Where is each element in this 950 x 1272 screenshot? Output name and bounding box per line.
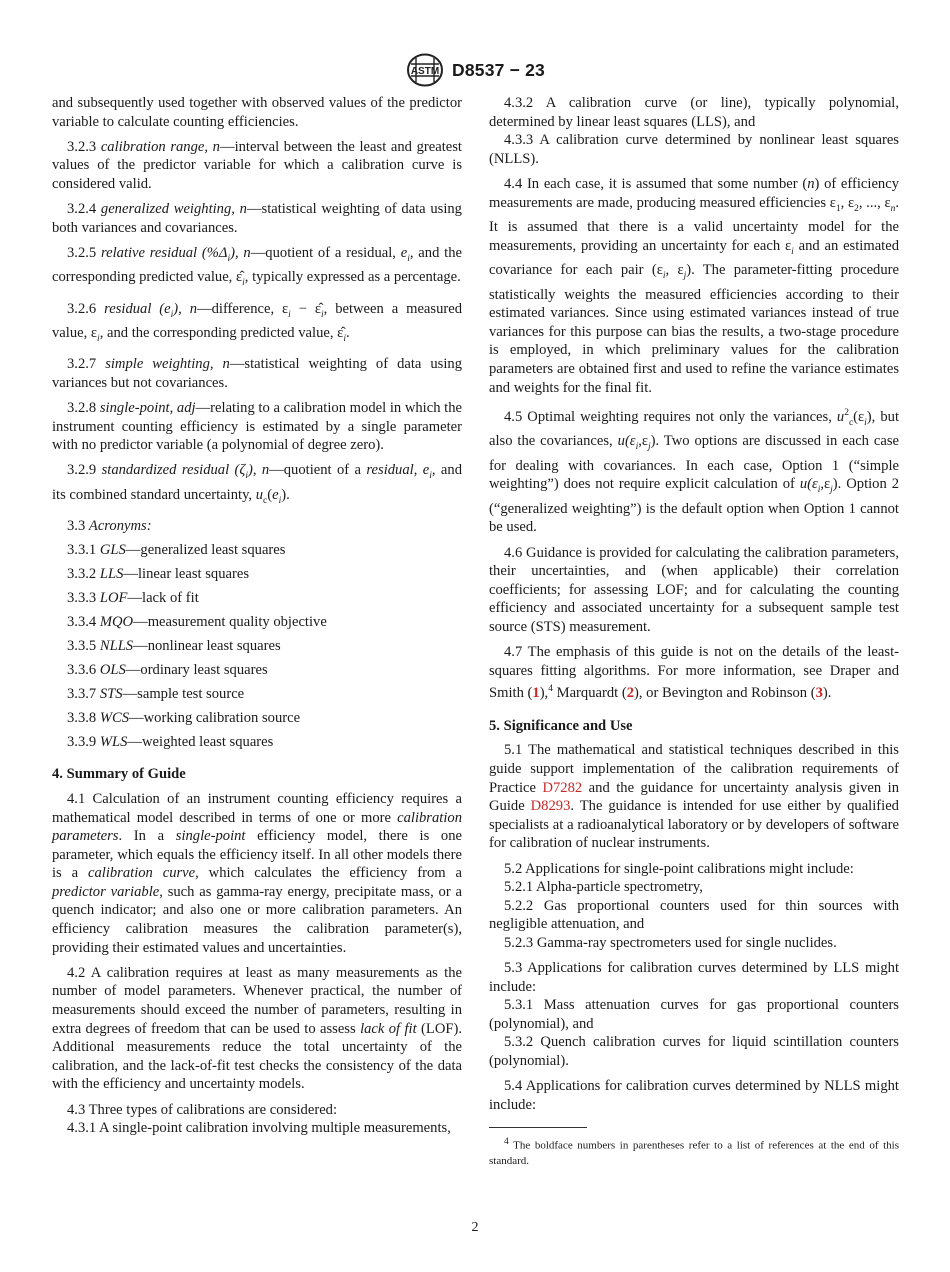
paragraph-5-3: 5.3 Applications for calibration curves determined by LLS might include: bbox=[489, 960, 899, 995]
standard-link-d7282[interactable]: D7282 bbox=[542, 779, 583, 796]
acronym-item: 3.3.4 MQO—measurement quality objective bbox=[67, 613, 327, 630]
paragraph-5-2-3: 5.2.3 Gamma-ray spectrometers used for single nuclides. bbox=[504, 934, 837, 951]
paragraph-5-2-1: 5.2.1 Alpha-particle spectrometry, bbox=[504, 879, 703, 896]
section-heading-5: 5. Significance and Use bbox=[489, 717, 633, 734]
astm-logo-icon bbox=[405, 52, 445, 88]
acronym-item: 3.3.6 OLS—ordinary least squares bbox=[67, 661, 268, 678]
page-header bbox=[0, 52, 950, 88]
paragraph-5-2: 5.2 Applications for single-point calibrations might include: bbox=[504, 860, 854, 877]
paragraph-4-1: 4.1 Calculation of an instrument counting efficiency requires a mathematical model described in terms of one or more calibration parameters. In a single-point efficiency model, there is one parameter, which equals the efficiency itself. In all other models there is a calibration curve, which calculates the efficiency from a predictor variable, such as gamma-ray energy, precipitate mass, or a quench indicator; and also one or more calibration parameters. An efficiency calibration measures the calibration parameter(s), providing their estimated values and uncertainties. bbox=[52, 790, 462, 956]
paragraph-4-3-3: 4.3.3 A calibration curve determined by nonlinear least squares (NLLS). bbox=[489, 132, 899, 167]
acronym-item: 3.3.1 GLS—generalized least squares bbox=[67, 541, 286, 558]
paragraph-5-4: 5.4 Applications for calibration curves determined by NLLS might include: bbox=[489, 1078, 899, 1113]
section-3-3: 3.3 Acronyms: bbox=[67, 517, 152, 534]
paragraph-4-3-2: 4.3.2 A calibration curve (or line), typically polynomial, determined by linear least squares (LLS), and bbox=[489, 95, 899, 130]
page-number: 2 bbox=[471, 1220, 479, 1235]
document-code: D8537 − 23 bbox=[452, 59, 545, 80]
paragraph-4-6: 4.6 Guidance is provided for calculating the calibration parameters, their uncertainties, and (when applicable) their correlation coefficients; for assessing LOF; and for calculating the counting efficiency and associated uncertainty for a subsequent sample test source (STS) measurement. bbox=[489, 544, 899, 635]
paragraph-4-5: 4.5 Optimal weighting requires not only the variances, $u^2_c(\varepsilon_i)$, but also the covariances, $u(\varepsilon_i,\varepsilon_j)$. Two options are discussed in each case for dealing with covariances. In each case, Option 1 (“simple weighting”) does not require explicit calculation of $u(\varepsilon_i,\varepsilon_j)$. Option 2 (“generalized weighting”) is the default option when Option 1 cannot be used. bbox=[489, 407, 900, 536]
definition-3-2-6: 3.2.6 residual $(e_i)$, n—difference, $\varepsilon_i$ − $\varepsilon̂_i$, between a measured value, $\varepsilon_i$, and the corresponding predicted value, $\varepsilon̂_i$. bbox=[52, 300, 463, 344]
footnote: $^4$ The boldface numbers in parentheses refer to a list of references at the end of this standard. bbox=[489, 1137, 899, 1168]
paragraph-5-3-1: 5.3.1 Mass attenuation curves for gas proportional counters (polynomial), and bbox=[489, 997, 899, 1032]
reference-link-2[interactable]: 2 bbox=[626, 685, 635, 702]
paragraph-4-7: 4.7 The emphasis of this guide is not on the details of the least-squares fitting algorithms. For more information, see Draper and Smith (1),$^4$ Marquardt (2), or Bevington and Robinson (3). bbox=[489, 644, 899, 702]
acronym-item: 3.3.9 WLS—weighted least squares bbox=[67, 733, 274, 750]
definition-3-2-3: 3.2.3 calibration range, n—interval between the least and greatest values of the predictor variable for which a calibration curve is considered valid. bbox=[52, 138, 462, 192]
acronym-item: 3.3.7 STS—sample test source bbox=[67, 685, 245, 702]
acronym-item: 3.3.2 LLS—linear least squares bbox=[67, 565, 249, 582]
svg-text:ASTM: ASTM bbox=[410, 66, 440, 77]
paragraph-4-4: 4.4 In each case, it is assumed that some number (n) of efficiency measurements are made, producing measured efficiencies $\varepsilon_1$, $\varepsilon_2$, ..., $\varepsilon_n$. It is assumed that there is a valid uncertainty model for the measurements, providing an uncertainty for each $\varepsilon_i$ and an estimated covariance for each pair ($\varepsilon_i$, $\varepsilon_j$). The parameter-fitting procedure statistically weights the measured efficiencies according to their estimated variances. Since using estimated variances instead of true variances for this purpose can bias the results, a two-stage procedure is employed, in which preliminary values for the calibration parameters are obtained first and used to refine the variance estimates and weights for the final fit. bbox=[489, 175, 900, 396]
paragraph-5-1: 5.1 The mathematical and statistical techniques described in this guide support implementation of the calibration requirements of Practice D7282 and the guidance for uncertainty analysis given in Guide D8293. The guidance is intended for use either by qualified specialists at a radioanalytical laboratory or by developers of software for calibration of nuclear instruments. bbox=[489, 742, 899, 852]
definition-3-2-4: 3.2.4 generalized weighting, n—statistical weighting of data using both variances and covariances. bbox=[52, 201, 462, 236]
paragraph-4-3: 4.3 Three types of calibrations are considered: bbox=[67, 1101, 338, 1118]
acronym-item: 3.3.5 NLLS—nonlinear least squares bbox=[67, 637, 281, 654]
footnote-marker[interactable]: 4 bbox=[548, 684, 553, 695]
acronym-item: 3.3.8 WCS—working calibration source bbox=[67, 709, 301, 726]
paragraph-4-3-1: 4.3.1 A single-point calibration involving multiple measurements, bbox=[67, 1120, 451, 1137]
paragraph-5-2-2: 5.2.2 Gas proportional counters used for thin sources with negligible attenuation, and bbox=[489, 897, 899, 933]
standard-link-d8293[interactable]: D8293 bbox=[530, 798, 571, 815]
section-heading-4: 4. Summary of Guide bbox=[52, 766, 186, 783]
definition-3-2-9: 3.2.9 standardized residual $(\zeta_i)$, n—quotient of a residual, $e_i$, and its combined standard uncertainty, $u_c(e_i)$. bbox=[52, 462, 462, 506]
acronym-item: 3.3.3 LOF—lack of fit bbox=[67, 589, 199, 606]
paragraph: and subsequently used together with observed values of the predictor variable to calculate counting efficiencies. bbox=[52, 95, 462, 130]
paragraph-5-3-2: 5.3.2 Quench calibration curves for liquid scintillation counters (polynomial). bbox=[489, 1034, 899, 1070]
footnote-divider bbox=[489, 1127, 587, 1128]
definition-3-2-5: 3.2.5 relative residual $(\%\Delta_i)$, n—quotient of a residual, $e_i$, and the corresponding predicted value, $\varepsilon̂_i$, typically expressed as a percentage. bbox=[52, 244, 462, 289]
reference-link-3[interactable]: 3 bbox=[815, 685, 823, 702]
definition-3-2-7: 3.2.7 simple weighting, n—statistical weighting of data using variances but not covariances. bbox=[52, 356, 463, 391]
definition-3-2-8: 3.2.8 single-point, adj—relating to a calibration model in which the instrument counting efficiency is estimated by a single parameter with no predictor variable (a polynomial of degree zero). bbox=[52, 399, 463, 454]
left-column bbox=[52, 94, 462, 1144]
paragraph-4-2: 4.2 A calibration requires at least as many measurements as the number of model parameters. Whenever practical, the number of measurements should exceed the number of parameters, resulting in extra degrees of freedom that can be used to assess lack of fit (LOF). Additional measurements reduce the total uncertainty of the calibration, and the lack-of-fit test checks the consistency of the data with the efficiency and uncertainty models. bbox=[52, 964, 462, 1093]
reference-link-1[interactable]: 1 bbox=[532, 685, 540, 702]
right-column bbox=[489, 94, 899, 1169]
